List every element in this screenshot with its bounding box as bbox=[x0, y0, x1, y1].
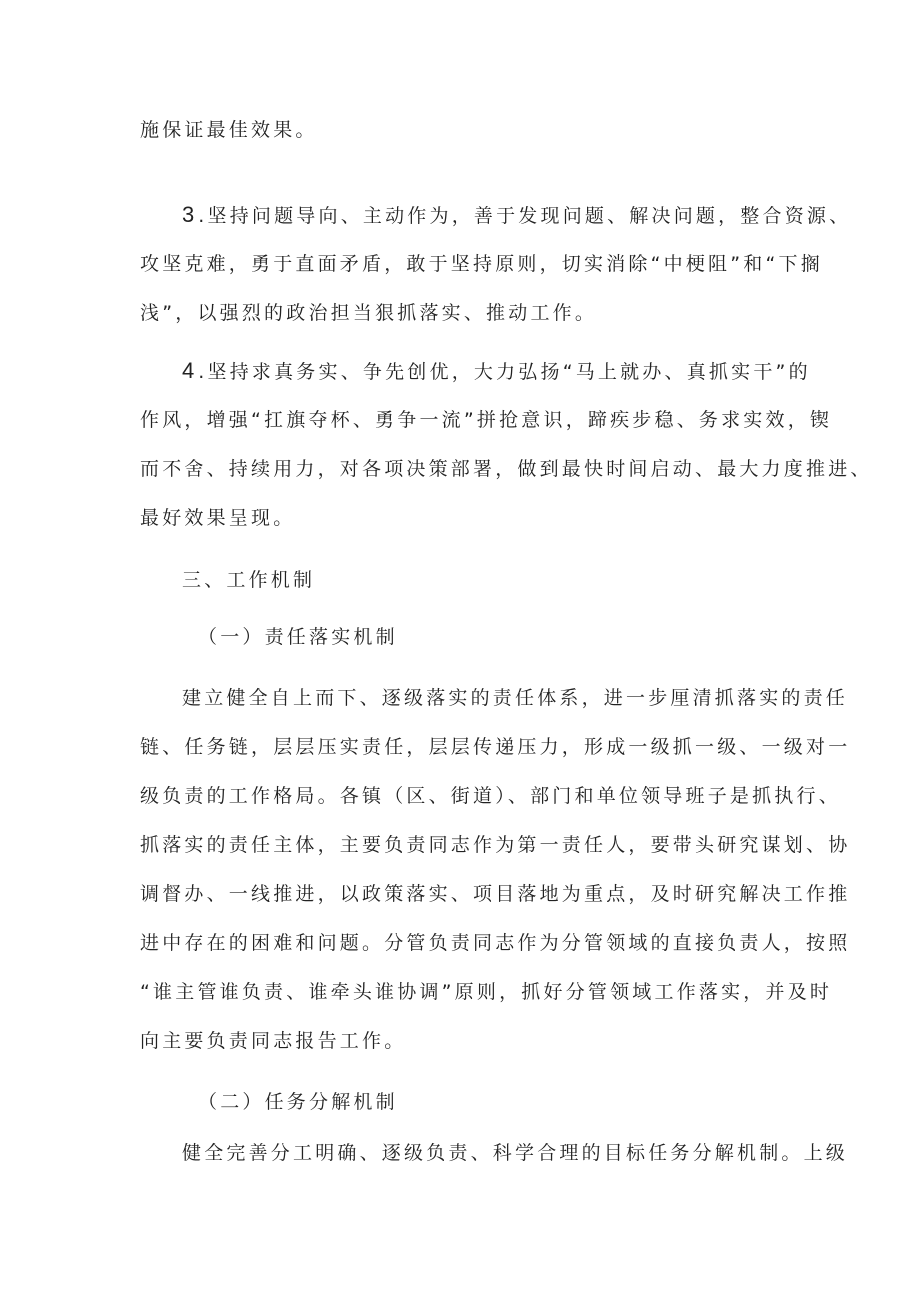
item-text: .坚持问题导向、主动作为，善于发现问题、解决问题，整合资源、 bbox=[198, 205, 852, 227]
paragraph-line: 抓落实的责任主体，主要负责同志作为第一责任人，要带头研究谋划、协 bbox=[140, 834, 851, 856]
item-number: 4 bbox=[182, 358, 199, 383]
subsection-heading: （一）责任落实机制 bbox=[198, 626, 398, 648]
paragraph-line: 攻坚克难，勇于直面矛盾，敢于坚持原则，切实消除“中梗阻”和“下搁 bbox=[140, 253, 823, 275]
paragraph-line: 级负责的工作格局。各镇（区、街道）、部门和单位领导班子是抓执行、 bbox=[140, 785, 841, 807]
subsection-heading: （二）任务分解机制 bbox=[198, 1091, 398, 1113]
paragraph-line: 向主要负责同志报告工作。 bbox=[140, 1030, 407, 1052]
paragraph-line: 施保证最佳效果。 bbox=[140, 119, 318, 141]
section-heading: 三、工作机制 bbox=[182, 569, 316, 591]
paragraph-line: 进中存在的困难和问题。分管负责同志作为分管领域的直接负责人，按照 bbox=[140, 932, 851, 954]
item-4-first-line bbox=[182, 359, 811, 384]
item-text: .坚持求真务实、争先创优，大力弘扬“马上就办、真抓实干”的 bbox=[198, 361, 811, 383]
paragraph-line: 调督办、一线推进，以政策落实、项目落地为重点，及时研究解决工作推 bbox=[140, 883, 851, 905]
paragraph-line: 而不舍、持续用力，对各项决策部署，做到最快时间启动、最大力度推进、 bbox=[140, 458, 873, 480]
paragraph-line: 建立健全自上而下、逐级落实的责任体系，进一步厘清抓落实的责任 bbox=[182, 687, 849, 709]
paragraph-line: “谁主管谁负责、谁牵头谁协调”原则，抓好分管领域工作落实，并及时 bbox=[140, 981, 833, 1003]
item-number: 3 bbox=[182, 202, 199, 227]
paragraph-line: 作风，增强“扛旗夺杯、勇争一流”拼抢意识，蹄疾步稳、务求实效，锲 bbox=[140, 409, 833, 431]
item-3-first-line bbox=[182, 203, 851, 228]
paragraph-line: 最好效果呈现。 bbox=[140, 507, 296, 529]
paragraph-line: 健全完善分工明确、逐级负责、科学合理的目标任务分解机制。上级 bbox=[182, 1142, 849, 1164]
paragraph-line: 浅”，以强烈的政治担当狠抓落实、推动工作。 bbox=[140, 302, 598, 324]
paragraph-line: 链、任务链，层层压实责任，层层传递压力，形成一级抓一级、一级对一 bbox=[140, 736, 851, 758]
